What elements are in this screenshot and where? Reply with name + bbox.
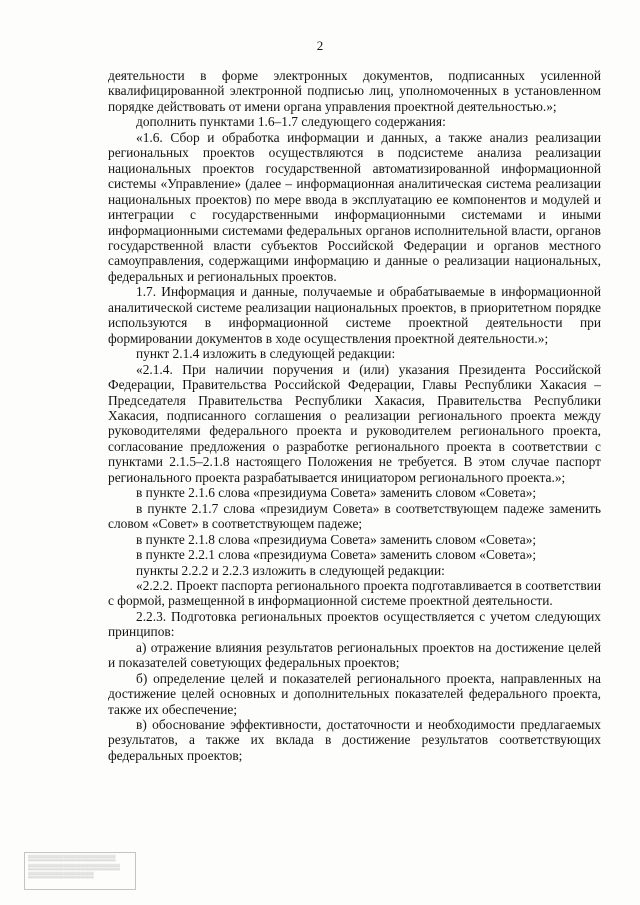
paragraph-4: 1.7. Информация и данные, получаемые и обрабатываемые в информационной аналитической системе реализации национальных проектов, в приоритетном порядке используются в информационной системе проектной деятельности при формировании документов в ходе осуществления проектной деятельности.»;: [108, 284, 601, 346]
paragraph-3: «1.6. Сбор и обработка информации и данных, а также анализ реализации региональных проектов осуществляются в подсистеме анализа реализации национальных проектов государственной автоматизированной информационной системы «Управление» (далее – информационная аналитическая система реализации национальных проектов) по мере ввода в эксплуатацию ее компонентов и модулей и интеграции с государственными информационными системами и иными информационными системами федеральных органов исполнительной власти, органов государственной власти субъектов Российской Федерации и органов местного самоуправления, содержащими информацию и данные о реализации национальных, федеральных и региональных проектов.: [108, 129, 601, 284]
paragraph-13: 2.2.3. Подготовка региональных проектов осуществляется с учетом следующих принципов:: [108, 608, 601, 640]
paragraph-16: в) обоснование эффективности, достаточности и необходимости предлагаемых результатов, а также их вклада в достижение результатов соответствующих федеральных проектов;: [108, 717, 601, 763]
paragraph-7: в пункте 2.1.6 слова «президиума Совета» заменить словом «Совета»;: [136, 485, 537, 501]
paragraph-12: «2.2.2. Проект паспорта регионального проекта подготавливается в соответствии с формой, размещенной в информационной системе проектной деятельности.: [108, 577, 601, 609]
paragraph-10: в пункте 2.2.1 слова «президиума Совета» заменить словом «Совета»;: [136, 547, 537, 563]
paragraph-15: б) определение целей и показателей регионального проекта, направленных на достижение целей основных и дополнительных показателей федерального проекта, также их обеспечение;: [108, 670, 601, 717]
paragraph-8: в пункте 2.1.7 слова «президиум Совета» в соответствующем падеже заменить словом «Совет» в соответствующем падеже;: [108, 500, 601, 532]
paragraph-14: а) отражение влияния результатов региональных проектов на достижение целей и показателей советующих федеральных проектов;: [108, 639, 601, 671]
page-number: 2: [316, 38, 324, 53]
paragraph-6: «2.1.4. При наличии поручения и (или) указания Президента Российской Федерации, Правительства Российской Федерации, Главы Республики Хакасия – Председателя Правительства Республики Хакасия, Правительства Республики Хакасия, подписанного соглашения о реализации регионального проекта между руководителями федерального проекта и руководителем регионального проекта, согласование предложения о разработке регионального проекта в соответствии с пунктами 2.1.5–2.1.8 настоящего Положения не требуется. В этом случае паспорт регионального проекта разрабатывается инициатором регионального проекта.»;: [108, 361, 601, 485]
paragraph-1: деятельности в форме электронных документов, подписанных усиленной квалифицированной электронной подписью лиц, уполномоченных в установленном порядке действовать от имени органа управления проектной деятельностью.»;: [108, 68, 601, 114]
paragraph-5: пункт 2.1.4 изложить в следующей редакции:: [136, 346, 396, 362]
document-body: [108, 68, 601, 763]
paragraph-2: дополнить пунктами 1.6–1.7 следующего содержания:: [136, 114, 446, 130]
illegible-stamp: ▒▒▒▒▒▒▒▒▒▒▒▒▒▒▒▒▒▒▒▒ ▒▒▒▒▒▒▒▒▒▒▒▒▒▒▒▒▒▒▒▒▒ ▒▒▒▒▒▒▒▒▒▒▒▒▒▒▒: [24, 852, 136, 890]
paragraph-9: в пункте 2.1.8 слова «президиума Совета» заменить словом «Совета»;: [136, 531, 537, 547]
paragraph-11: пункты 2.2.2 и 2.2.3 изложить в следующей редакции:: [136, 562, 445, 578]
